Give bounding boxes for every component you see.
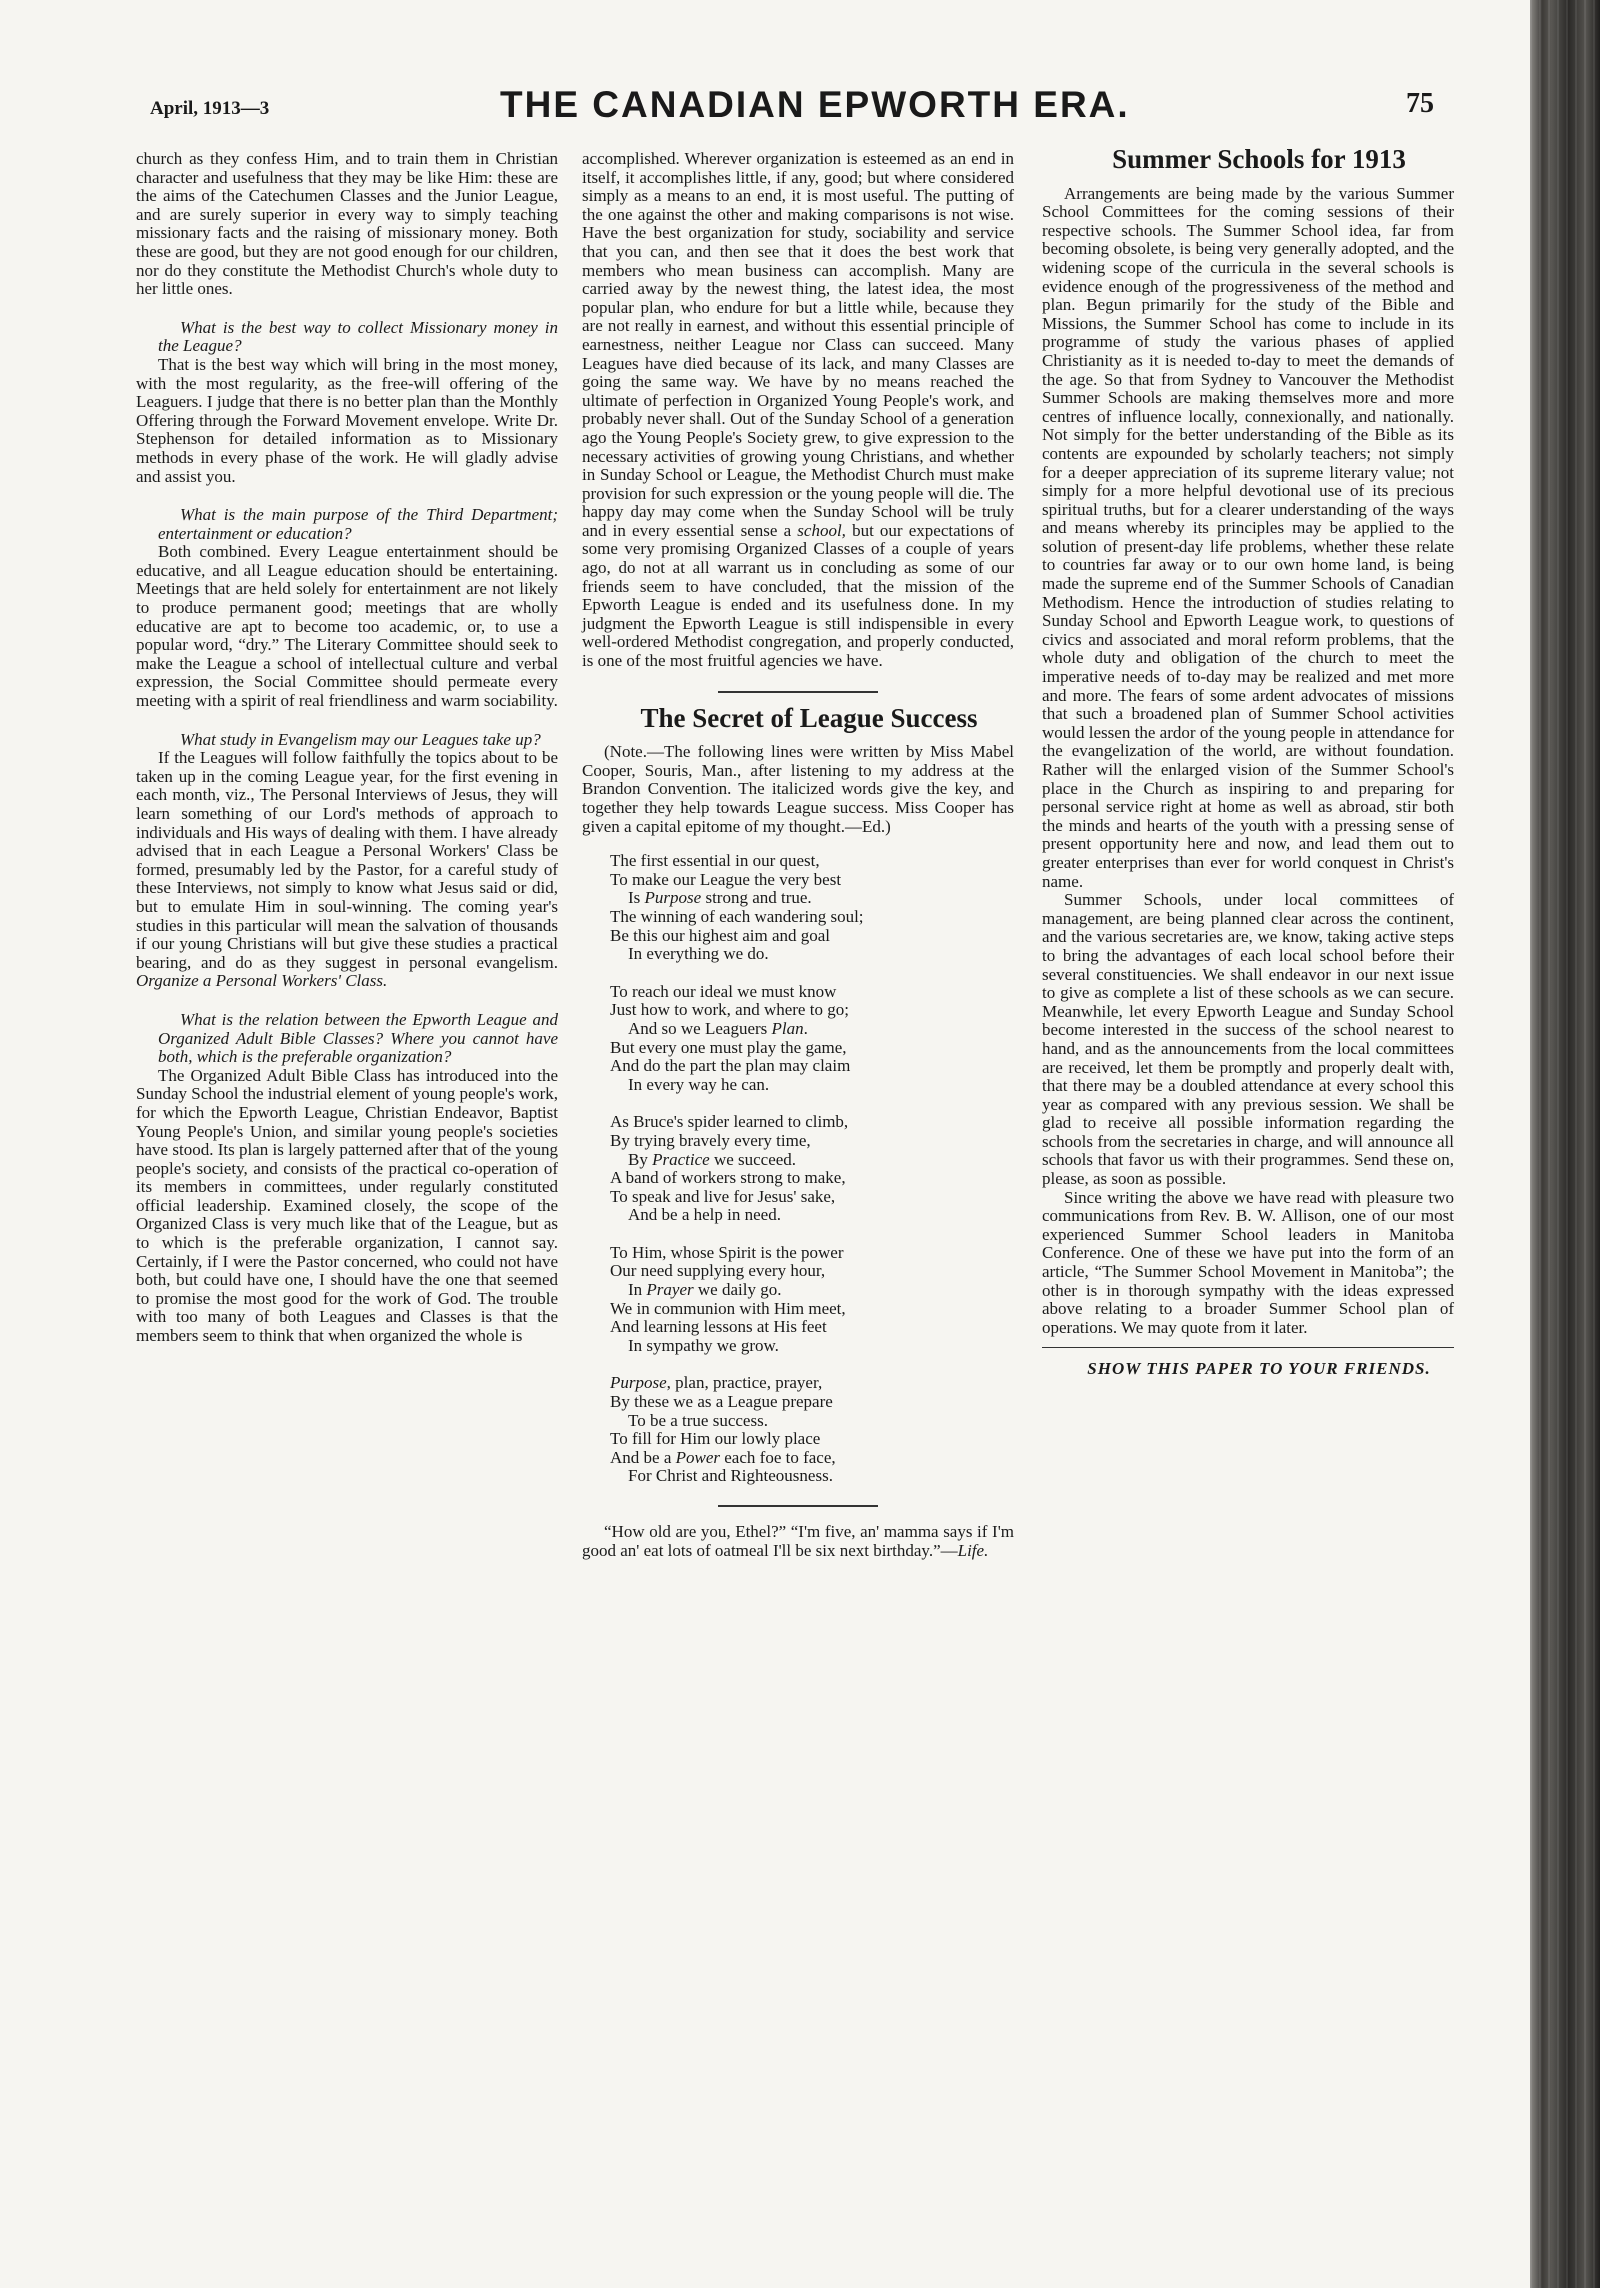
poem-line: And so we Leaguers Plan. (628, 1018, 808, 1038)
poem-line: For Christ and Righteousness. (628, 1466, 833, 1486)
answer-text: If the Leagues will follow faithfully the topics about to be taken up in the coming League year, for the first evening in each month, viz., The Personal Interviews of Jesus, they will learn something of our Lord's methods of approach to individuals and His ways of dealing with them. I have already advised that in each League a Personal Workers' Class be formed, presumably led by the Pastor, for a careful study of these Interviews, not simply to know what Jesus said or did, but to emulate Him in soul-winning. The coming year's studies in this particular will mean the salvation of thousands if our young Christians will but give these studies a practical bearing, and do as they suggest in personal evangelism. (136, 748, 558, 972)
poem-line: A band of workers strong to make, (610, 1168, 846, 1188)
column-left (136, 150, 558, 1346)
article-title-summer-schools: Summer Schools for 1913 (1112, 144, 1406, 174)
poem-line: Just how to work, and where to go; (610, 1000, 849, 1020)
article-title-league-success: The Secret of League Success (640, 702, 978, 733)
joke-paragraph (582, 1523, 1014, 1560)
poem-stanza (610, 852, 1014, 964)
joke-source: Life. (957, 1540, 989, 1560)
answer-paragraph (136, 749, 558, 991)
poem-line: Be this our highest aim and goal (610, 925, 831, 945)
poem-line: Our need supplying every hour, (610, 1261, 826, 1281)
poem-line: By these we as a League prepare (610, 1392, 833, 1412)
poem-line: And learning lessons at His feet (610, 1317, 827, 1337)
paragraph: church as they confess Him, and to train them in Christian character and usefulness that they may be like Him: these are the aims of the Catechumen Classes and the Junior League, and are surely superior in every way to simply teaching missionary facts and the raising of missionary money. Both these are good, but they are not good enough for our children, nor do they constitute the Methodist Church's whole duty to her little ones. (136, 149, 558, 299)
poem-line: To fill for Him our lowly place (610, 1429, 821, 1449)
answer-paragraph: Both combined. Every League entertainment should be educative, and all League education should be entertaining. Meetings that are held solely for entertainment are not likely to produce permanent good; meetings that are wholly educative are apt to become too academic, or, to use a popular word, “dry.” The Literary Committee should seek to make the League a school of intellectual culture and verbal expression, the Social Committee should permeate every meeting with a spirit of real friendliness and warm sociability. (136, 542, 558, 711)
poem-stanza (610, 1113, 1014, 1225)
poem-line: To Him, whose Spirit is the power (610, 1242, 844, 1262)
paragraph: Summer Schools, under local committees of management, are being planned clear across the continent, and the various secretaries are, we know, taking active steps to bring the advantages of each local school before their several constituencies. We shall endeavor in our next issue to give as complete a list of these schools as we can secure. Meanwhile, let every Epworth League and Sunday School become interested in the success of the school nearest to hand, and as the announcements from the local committees are received, let them be promptly and properly dealt with, that there may be a doubled attendance at every school this year as compared with any previous session. We shall be glad to receive all possible information regarding the schools from the secretaries in charge, and will announce all schools that favor us with their programmes. Send these on, please, as soon as possible. (1042, 890, 1454, 1189)
poem-line: And be a help in need. (628, 1205, 781, 1225)
question-heading: What is the best way to collect Missionary money in the League? (158, 317, 558, 356)
show-paper-notice: SHOW THIS PAPER TO YOUR FRIENDS. (1087, 1359, 1431, 1379)
poem-line: To reach our ideal we must know (610, 981, 837, 1001)
poem-line: To speak and live for Jesus' sake, (610, 1186, 836, 1206)
column-right (1042, 144, 1454, 1380)
book-spine (1530, 0, 1600, 2288)
poem (582, 852, 1014, 1486)
question-heading: What study in Evangelism may our Leagues take up? (180, 729, 541, 749)
joke-text: “How old are you, Ethel?” “I'm five, an' mamma says if I'm good an' eat lots of oatmeal I'll be six next birthday.”— (582, 1522, 1014, 1560)
poem-line: In every way he can. (628, 1074, 770, 1094)
poem-stanza (610, 1244, 1014, 1356)
answer-paragraph: The Organized Adult Bible Class has introduced into the Sunday School the industrial element of young people's work, for which the Epworth League, Christian Endeavor, Baptist Young People's Union, and similar young people's societies have stood. Its plan is largely patterned after that of the young people's society, and consists of the practical co-operation of its members in committees, under regularly constituted official leadership. Examined closely, the scope of the Organized Class is very much like that of the League, but as to which is the preferable organization, I cannot say. Certainly, if I were the Pastor concerned, who could not have both, but could have one, I should have the one that seemed to promise the most good for the work of God. The trouble with too many of both Leagues and Classes is that the members seem to think that when organized the whole is (136, 1065, 558, 1346)
poem-line: In everything we do. (628, 944, 769, 964)
poem-line: The winning of each wandering soul; (610, 906, 864, 926)
poem-line: In Prayer we daily go. (628, 1280, 782, 1300)
poem-line: Purpose, plan, practice, prayer, (610, 1373, 823, 1393)
poem-line: As Bruce's spider learned to climb, (610, 1112, 849, 1132)
poem-line: The first essential in our quest, (610, 851, 820, 871)
poem-line: To make our League the very best (610, 869, 842, 889)
italic-phrase: Organize a Personal Workers' Class. (136, 971, 388, 991)
issue-date: April, 1913—3 (150, 98, 270, 119)
poem-line: In sympathy we grow. (628, 1335, 779, 1355)
poem-line: Is Purpose strong and true. (628, 888, 812, 908)
poem-line: We in communion with Him meet, (610, 1298, 846, 1318)
poem-line: By trying bravely every time, (610, 1130, 811, 1150)
paragraph-text: accomplished. Wherever organization is esteemed as an end in itself, it accomplishes little, if any, good; but where considered simply as a means to an end, it is most useful. The putting of the one against the other and making comparisons is not wise. Have the best organization for study, sociability and service that you can, and then see that it does the best work that members who mean business can accomplish. Many are carried away by the newest thing, the latest idea, the most popular plan, who endure for but a little while, because they are not really in earnest, and without this essential principle of earnestness, neither League nor Class can succeed. Many Leagues have died because of its lack, and many Classes are going the same way. We have by no means reached the ultimate of perfection in Organized Young People's work, and probably never shall. Out of the Sunday School of a generation ago the Young People's Society grew, to give expression to the necessary activities of growing young Christians, and whether in Sunday School or League, the Methodist Church must make provision for such expression or the young people will die. The happy day may come when the Sunday School will be truly and in every essential sense a (582, 149, 1014, 540)
answer-paragraph: That is the best way which will bring in the most money, with the most regularity, as the free-will offering of the Leaguers. I judge that there is no better plan than the Monthly Offering through the Forward Movement envelope. Write Dr. Stephenson for detailed information as to Missionary methods in every phase of the work. He will gladly advise and assist you. (136, 354, 558, 486)
poem-line: By Practice we succeed. (628, 1149, 797, 1169)
page-header (150, 84, 1450, 124)
column-middle (582, 150, 1014, 1560)
paragraph: Since writing the above we have read with pleasure two communications from Rev. B. W. Allison, one of our most experienced Summer School leaders in Manitoba Conference. One of these we have put into the form of an article, “The Summer School Movement in Manitoba”; the other is in thorough sympathy with the ideas expressed above relating to a broader Summer School plan of operations. We may quote from it later. (1042, 1187, 1454, 1337)
masthead-title: THE CANADIAN EPWORTH ERA. (500, 84, 1130, 125)
poem-line: But every one must play the game, (610, 1037, 847, 1057)
question-heading: What is the relation between the Epworth League and Organized Adult Bible Classes? Where you cannot have both, which is the preferable organization? (158, 1009, 558, 1067)
poem-stanza (610, 1374, 1014, 1486)
poem-line: And be a Power each foe to face, (610, 1447, 836, 1467)
poem-line: To be a true success. (628, 1410, 768, 1430)
page-number: 75 (1406, 88, 1434, 119)
question-heading: What is the main purpose of the Third Department; entertainment or education? (158, 505, 558, 543)
editor-note: (Note.—The following lines were written by Miss Mabel Cooper, Souris, Man., after listening to my address at the Brandon Convention. The italicized words give the key, and together they help towards League success. Miss Cooper has given a capital epitome of my thought.—Ed.) (582, 742, 1014, 836)
poem-stanza (610, 983, 1014, 1095)
paragraph (582, 150, 1014, 671)
paragraph: Arrangements are being made by the various Summer School Committees for the coming sessions of their respective schools. The Summer School idea, far from becoming obsolete, is being very generally adopted, and the widening scope of the curricula in the several schools is evidence enough of the progressiveness of the method and plan. Begun primarily for the study of the Bible and Missions, the Summer School has come to include in its programme of study the various phases of applied Christianity as it is needed to-day to meet the demands of the age. So that from Sydney to Vancouver the Methodist Summer Schools are making themselves more and more centres of influence locally, connexionally, and nationally. Not simply for the better understanding of the Bible as its contents are expounded by scholarly teachers; not simply for a deeper appreciation of its supreme literary value; not simply for a more helpful devotional use of its precious spiritual truths, but for a clearer understanding of the ways and means whereby its principles may be applied to the solution of present-day life problems, whether these relate to countries far away or to our own home land, is being made the supreme end of the Summer Schools of Canadian Methodism. Hence the introduction of studies relating to Sunday School and Epworth League work, to questions of civics and associated and moral reform problems, that the whole duty and obligation of the church to meet the imperative needs of to-day may be realized and met more and more. The fears of some ardent advocates of missions that such a broadened plan of Summer School activities would lessen the ardor of the young people in attendance for the evangelization of the world, are without foundation. Rather will the enlarged vision of the Summer School's place in the Church as inspiring to and preparing for personal service right at home as well as abroad, stir both the minds and hearts of the youth with a pressing sense of present opportunity here and now, and lead them out to greater enterprises than ever for world conquest in Christ's name. (1042, 183, 1454, 891)
poem-line: And do the part the plan may claim (610, 1056, 851, 1076)
italic-word: school, (797, 520, 846, 540)
paragraph-text: but our expectations of some very promising Organized Classes of a couple of years ago, do not at all warrant us in concluding as some of our friends seem to have concluded, that the mission of the Epworth League is ended and its usefulness done. In my judgment the Epworth League is still indispensible in every well-ordered Methodist congregation, and properly conducted, is one of the most fruitful agencies we have. (582, 520, 1014, 671)
